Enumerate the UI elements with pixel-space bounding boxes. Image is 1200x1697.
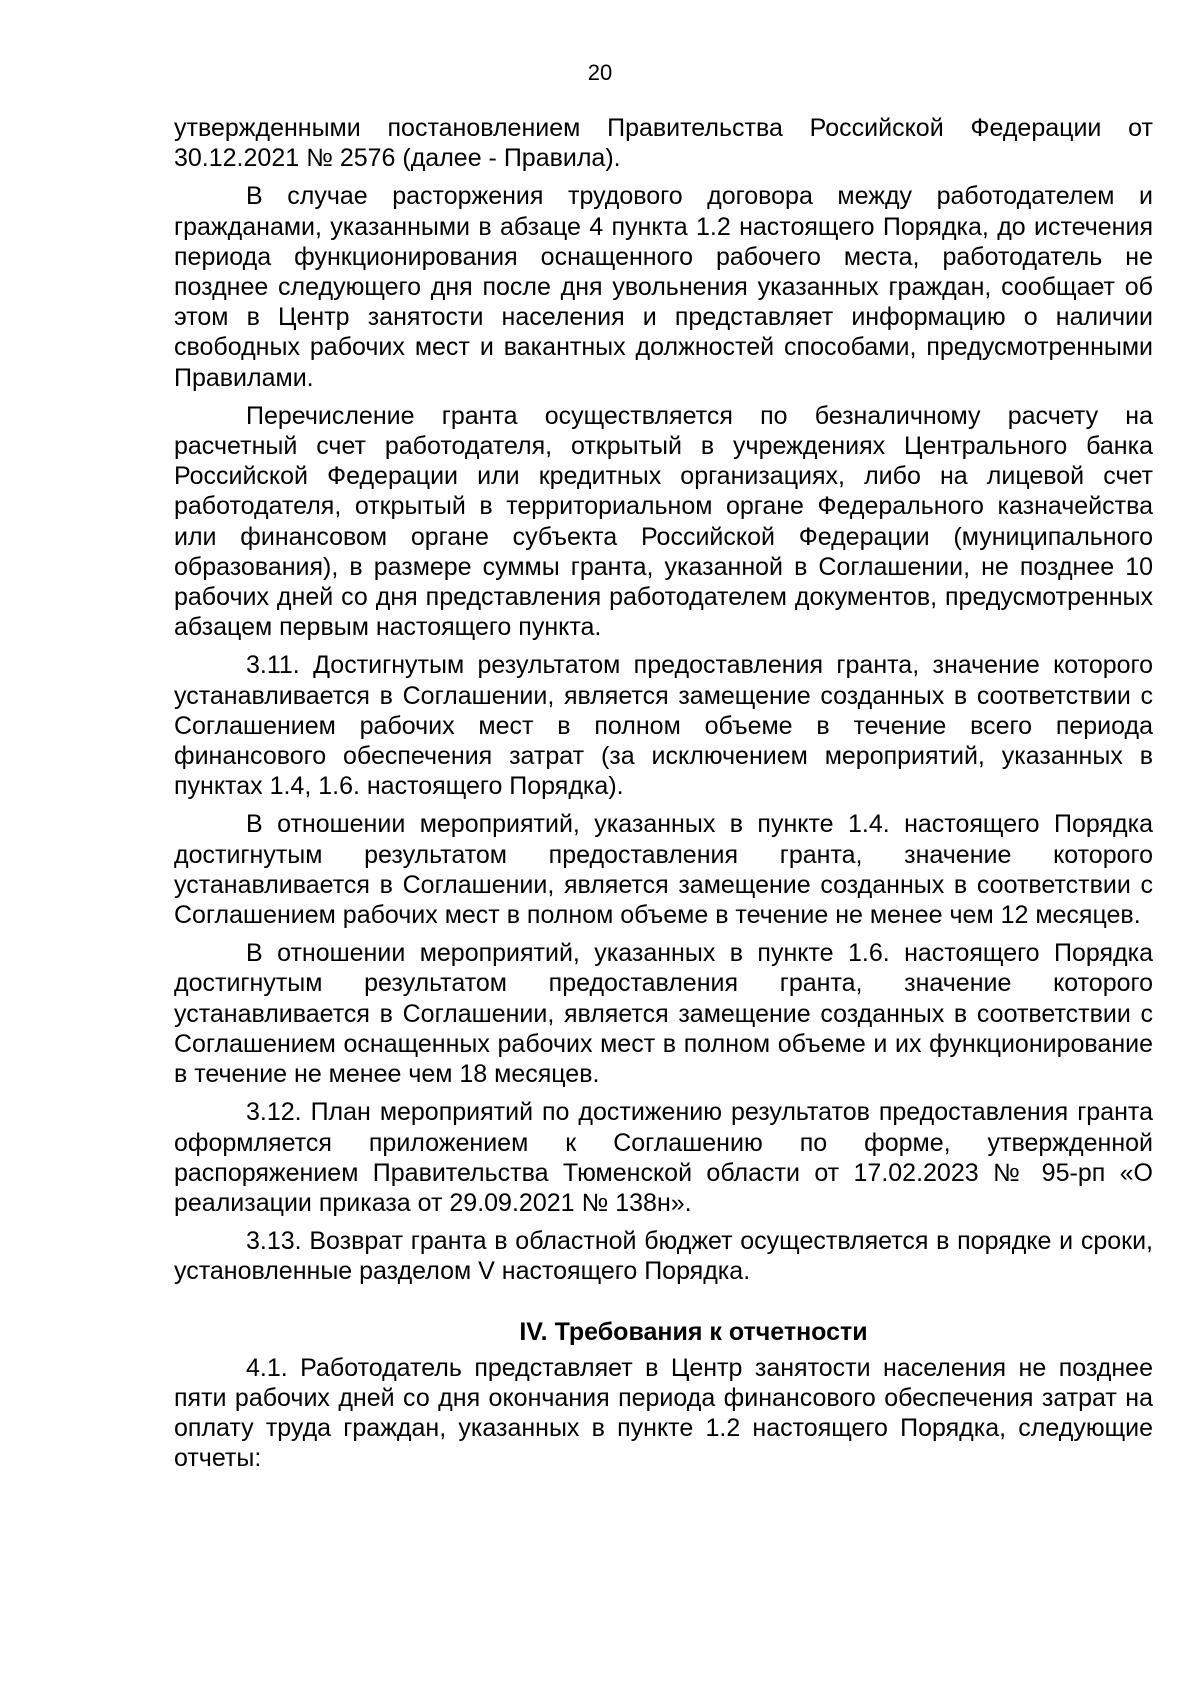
document-body [174, 113, 1153, 1481]
paragraph-continuation: утвержденными постановлением Правительства Российской Федерации от 30.12.2021 № 2576 (далее - Правила). [174, 114, 1153, 173]
paragraph-measures-1-4: В отношении мероприятий, указанных в пункте 1.4. настоящего Порядка достигнутым результатом предоставления гранта, значение которого устанавливается в Соглашении, является замещение созданных в соответствии с Соглашением рабочих мест в полном объеме в течение не менее чем 12 месяцев. [174, 810, 1153, 930]
paragraph-3-11: 3.11. Достигнутым результатом предоставления гранта, значение которого устанавливается в Соглашении, является замещение созданных в соответствии с Соглашением рабочих мест в полном объеме в течение всего периода финансового обеспечения затрат (за исключением мероприятий, указанных в пунктах 1.4, 1.6. настоящего Порядка). [174, 651, 1153, 801]
paragraph-4-1: 4.1. Работодатель представляет в Центр занятости населения не позднее пяти рабочих дней со дня окончания периода финансового обеспечения затрат на оплату труда граждан, указанных в пункте 1.2 настоящего Порядка, следующие отчеты: [174, 1353, 1153, 1473]
paragraph-measures-1-6: В отношении мероприятий, указанных в пункте 1.6. настоящего Порядка достигнутым результатом предоставления гранта, значение которого устанавливается в Соглашении, является замещение созданных в соответствии с Соглашением оснащенных рабочих мест в полном объеме и их функционирование в течение не менее чем 18 месяцев. [174, 939, 1153, 1089]
page-number: 20 [587, 60, 613, 85]
paragraph-grant-transfer: Перечисление гранта осуществляется по безналичному расчету на расчетный счет работодателя, открытый в учреждениях Центрального банка Российской Федерации или кредитных организациях, либо на лицевой счет работодателя, открытый в территориальном органе Федерального казначейства или финансовом органе субъекта Российской Федерации (муниципального образования), в размере суммы гранта, указанной в Соглашении, не позднее 10 рабочих дней со дня представления работодателем документов, предусмотренных абзацем первым настоящего пункта. [174, 401, 1153, 642]
section-heading: IV. Требования к отчетности [519, 1317, 868, 1346]
paragraph-3-12: 3.12. План мероприятий по достижению результатов предоставления гранта оформляется приложением к Соглашению по форме, утвержденной распоряжением Правительства Тюменской области от 17.02.2023 № 95-рп «О реализации приказа от 29.09.2021 № 138н». [174, 1098, 1153, 1217]
paragraph-3-13: 3.13. Возврат гранта в областной бюджет осуществляется в порядке и сроки, установленные разделом V настоящего Порядка. [174, 1227, 1153, 1286]
paragraph-contract-termination: В случае расторжения трудового договора между работодателем и гражданами, указанными в абзаце 4 пункта 1.2 настоящего Порядка, до истечения периода функционирования оснащенного рабочего места, работодатель не позднее следующего дня после дня увольнения указанных граждан, сообщает об этом в Центр занятости населения и представляет информацию о наличии свободных рабочих мест и вакантных должностей способами, предусмотренными Правилами. [174, 182, 1153, 392]
